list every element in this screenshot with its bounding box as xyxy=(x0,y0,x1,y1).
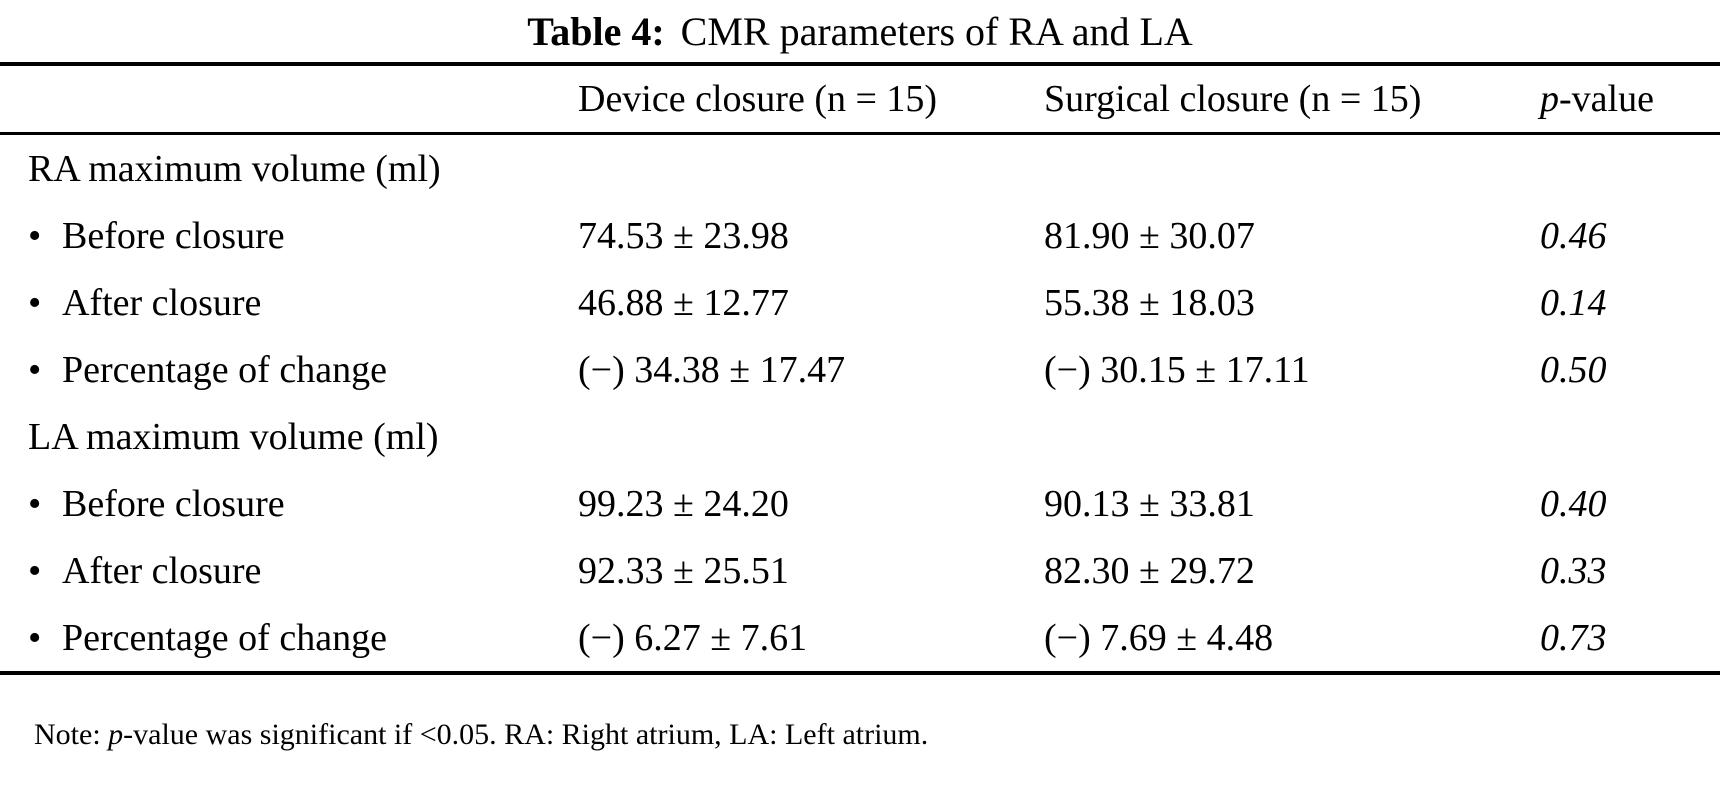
row-label: LA maximum volume (ml) xyxy=(28,415,439,458)
p-value: 0.40 xyxy=(1540,482,1607,525)
p-value: 0.33 xyxy=(1540,549,1607,592)
surgical-value: 81.90 ± 30.07 xyxy=(1044,214,1255,257)
surgical-value: (−) 7.69 ± 4.48 xyxy=(1044,616,1274,659)
bullet-marker: • xyxy=(28,348,42,391)
device-value: (−) 6.27 ± 7.61 xyxy=(578,616,808,659)
surgical-value: (−) 30.15 ± 17.11 xyxy=(1044,348,1310,391)
bullet-marker: • xyxy=(28,281,42,324)
header-p-italic: p xyxy=(1540,78,1559,120)
p-value: 0.14 xyxy=(1540,281,1607,324)
row-label-cell xyxy=(0,214,578,257)
row-label-cell xyxy=(0,616,578,659)
table-body xyxy=(0,135,1720,671)
row-label-cell xyxy=(0,281,578,324)
header-p-rest: -value xyxy=(1559,78,1654,120)
device-value: 99.23 ± 24.20 xyxy=(578,482,789,525)
table-header-row xyxy=(0,66,1720,132)
table-row xyxy=(0,135,1720,202)
device-value: (−) 34.38 ± 17.47 xyxy=(578,348,846,391)
row-label: Percentage of change xyxy=(62,616,387,659)
table-row xyxy=(0,336,1720,403)
bullet-marker: • xyxy=(28,616,42,659)
row-label-cell xyxy=(0,348,578,391)
header-device-closure: Device closure (n = 15) xyxy=(578,78,938,120)
row-label-cell xyxy=(0,549,578,592)
row-label-cell xyxy=(0,415,578,458)
p-value: 0.46 xyxy=(1540,214,1607,257)
row-label: After closure xyxy=(62,549,262,592)
row-label: Before closure xyxy=(62,214,285,257)
row-label: Percentage of change xyxy=(62,348,387,391)
device-value: 46.88 ± 12.77 xyxy=(578,281,789,324)
table-row xyxy=(0,470,1720,537)
p-value: 0.50 xyxy=(1540,348,1607,391)
table-title xyxy=(0,0,1720,62)
table-note xyxy=(0,684,1720,786)
bullet-marker: • xyxy=(28,482,42,525)
row-label: After closure xyxy=(62,281,262,324)
note-p-italic: p xyxy=(108,718,124,751)
surgical-value: 90.13 ± 33.81 xyxy=(1044,482,1255,525)
bullet-marker: • xyxy=(28,214,42,257)
surgical-value: 82.30 ± 29.72 xyxy=(1044,549,1255,592)
table-row xyxy=(0,537,1720,604)
row-label-cell xyxy=(0,147,578,190)
note-prefix: Note: xyxy=(34,718,109,751)
table-title-text: CMR parameters of RA and LA xyxy=(680,8,1193,54)
bottom-rule xyxy=(0,671,1720,675)
row-label: Before closure xyxy=(62,482,285,525)
table-row xyxy=(0,403,1720,470)
table-row xyxy=(0,269,1720,336)
surgical-value: 55.38 ± 18.03 xyxy=(1044,281,1255,324)
table-number-label: Table 4: xyxy=(527,8,665,54)
table-row xyxy=(0,604,1720,671)
row-label-cell xyxy=(0,482,578,525)
header-surgical-closure: Surgical closure (n = 15) xyxy=(1044,78,1422,120)
header-p-value xyxy=(1540,80,1720,118)
bullet-marker: • xyxy=(28,549,42,592)
p-value: 0.73 xyxy=(1540,616,1607,659)
table-row xyxy=(0,202,1720,269)
device-value: 74.53 ± 23.98 xyxy=(578,214,789,257)
note-rest: -value was significant if <0.05. RA: Right atrium, LA: Left atrium. xyxy=(123,718,929,751)
row-label: RA maximum volume (ml) xyxy=(28,147,441,190)
device-value: 92.33 ± 25.51 xyxy=(578,549,789,592)
